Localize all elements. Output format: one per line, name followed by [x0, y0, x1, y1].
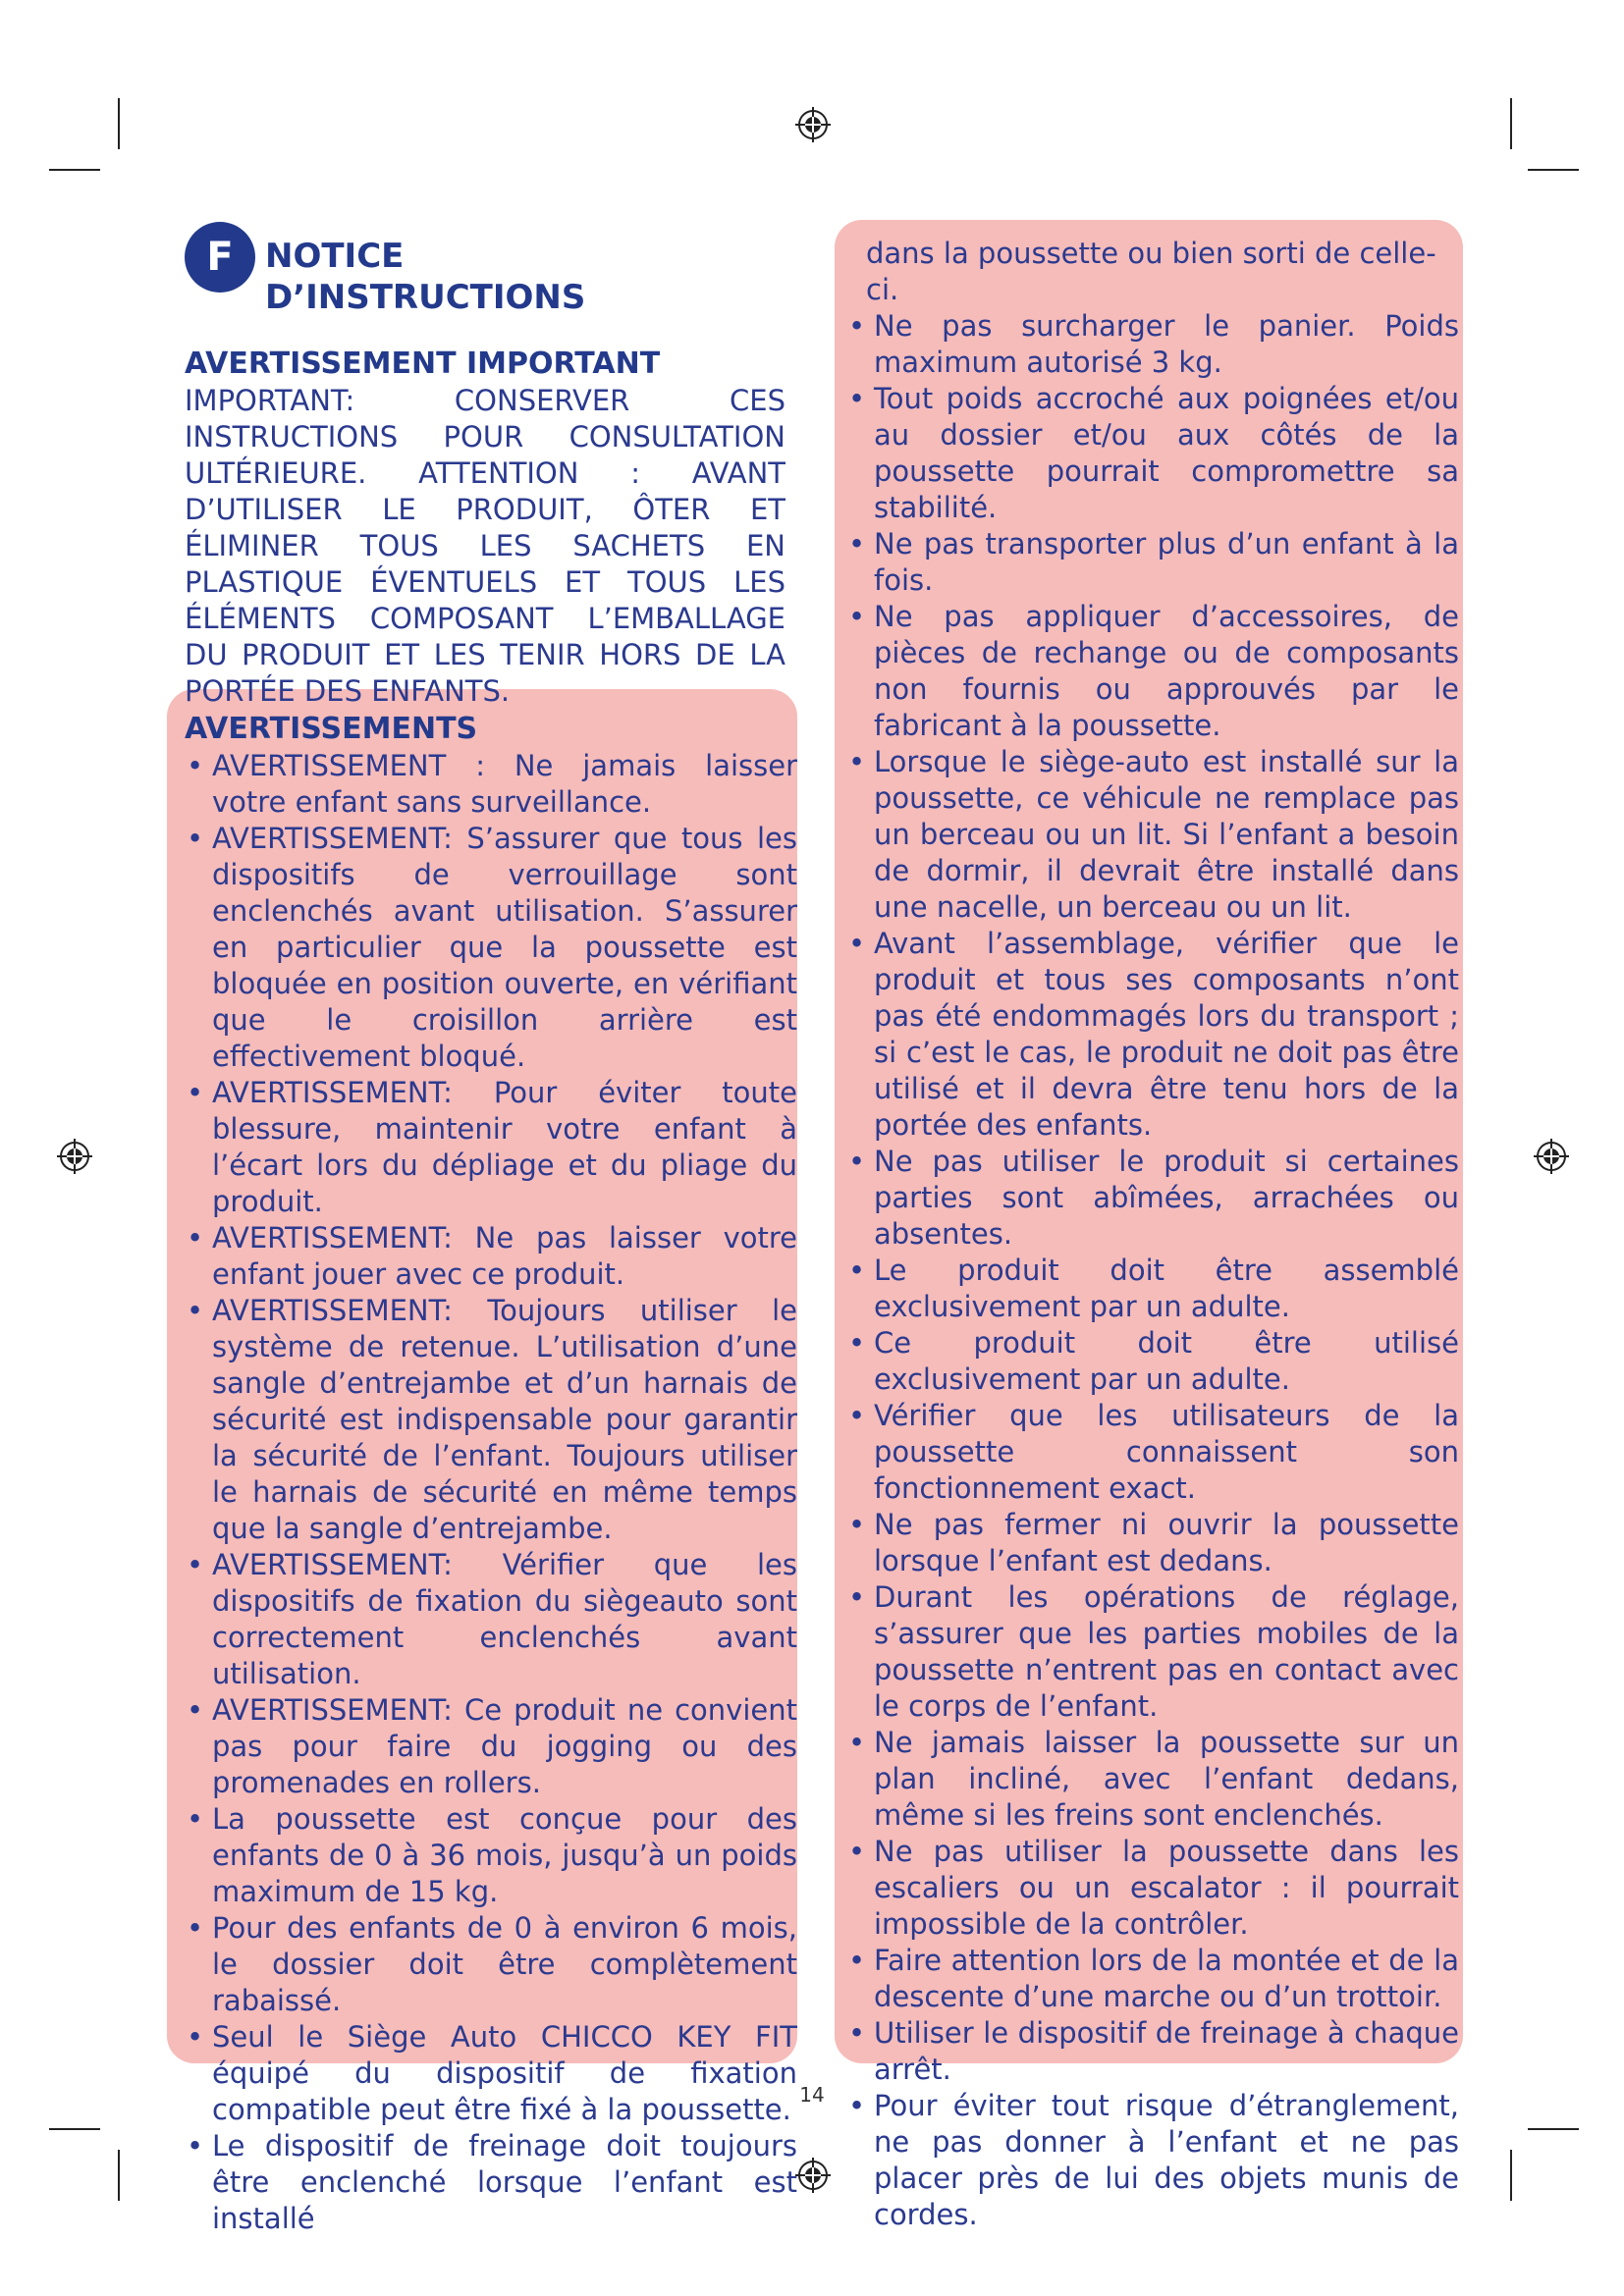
registration-mark-icon: [1532, 1137, 1571, 1176]
list-item: • AVERTISSEMENT : Ne jamais laisser votre enfant sans surveillance.: [185, 748, 797, 821]
list-item: • AVERTISSEMENT: Pour éviter toute blessure, maintenir votre enfant à l’écart lors du dépliage et du pliage du produit.: [185, 1075, 797, 1220]
list-item: • Ne pas fermer ni ouvrir la poussette lorsque l’enfant est dedans.: [846, 1507, 1459, 1579]
list-item: • Utiliser le dispositif de freinage à chaque arrêt.: [846, 2015, 1459, 2088]
right-warnings-list: [846, 308, 1459, 2233]
list-item: • Ne pas utiliser le produit si certaines parties sont abîmées, arrachées ou absentes.: [846, 1144, 1459, 1253]
crop-mark: [49, 2128, 100, 2130]
list-item: • Ne pas utiliser la poussette dans les escaliers ou un escalator : il pourrait impossible de la contrôler.: [846, 1834, 1459, 1943]
crop-mark: [49, 169, 100, 171]
list-item: • Tout poids accroché aux poignées et/ou au dossier et/ou aux côtés de la poussette pourrait compromettre sa stabilité.: [846, 381, 1459, 526]
list-item: • Le dispositif de freinage doit toujours être enclenché lorsque l’enfant est installé: [185, 2128, 797, 2237]
registration-mark-icon: [793, 105, 833, 144]
list-item: • Pour éviter tout risque d’étranglement, ne pas donner à l’enfant et ne pas placer près de lui des objets munis de cordes.: [846, 2088, 1459, 2233]
continuation-text: dans la poussette ou bien sorti de celle-ci.: [866, 237, 1436, 306]
important-heading: AVERTISSEMENT IMPORTANT: [185, 347, 661, 381]
list-item: • Ne jamais laisser la poussette sur un plan incliné, avec l’enfant dedans, même si les freins sont enclenchés.: [846, 1725, 1459, 1834]
crop-mark: [118, 98, 120, 149]
list-item: • Avant l’assemblage, vérifier que le produit et tous ses composants n’ont pas été endommagés lors du transport ; si c’est le cas, le produit ne doit pas être utilisé et il devra être tenu hors de la portée des enfants.: [846, 926, 1459, 1144]
crop-mark: [1510, 98, 1512, 149]
registration-mark-icon: [55, 1137, 94, 1176]
crop-mark: [1510, 2150, 1512, 2201]
title-line-1: NOTICE: [265, 237, 405, 276]
list-item: • Durant les opérations de réglage, s’assurer que les parties mobiles de la poussette n’entrent pas en contact avec le corps de l’enfant.: [846, 1579, 1459, 1725]
important-text: IMPORTANT: CONSERVER CES INSTRUCTIONS POUR CONSULTATION ULTÉRIEURE. ATTENTION : AVANT D’UTILISER LE PRODUIT, ÔTER ET ÉLIMINER TOUS LES SACHETS EN PLASTIQUE ÉVENTUELS ET TOUS LES ÉLÉMENTS COMPOSANT L’EMBALLAGE DU PRODUIT ET LES TENIR HORS DE LA PORTÉE DES ENFANTS.: [185, 384, 785, 708]
registration-mark-icon: [793, 2156, 833, 2195]
crop-mark: [118, 2150, 120, 2201]
right-column: [846, 236, 1459, 2233]
page-title: [265, 236, 585, 318]
left-warnings-list: [185, 748, 797, 2237]
warnings-section: [185, 711, 797, 2237]
list-item: • Ne pas surcharger le panier. Poids maximum autorisé 3 kg.: [846, 308, 1459, 381]
language-badge: F: [185, 222, 255, 293]
list-item: • Le produit doit être assemblé exclusivement par un adulte.: [846, 1253, 1459, 1325]
crop-mark: [1528, 169, 1579, 171]
list-item: • AVERTISSEMENT: S’assurer que tous les dispositifs de verrouillage sont enclenchés avant utilisation. S’assurer en particulier que la poussette est bloquée en position ouverte, en vérifiant que le croisillon arrière est effectivement bloqué.: [185, 821, 797, 1075]
list-item: • AVERTISSEMENT: Ne pas laisser votre enfant jouer avec ce produit.: [185, 1220, 797, 1293]
list-item: • Ne pas appliquer d’accessoires, de pièces de rechange ou de composants non fournis ou approuvés par le fabricant à la poussette.: [846, 599, 1459, 744]
warnings-heading: AVERTISSEMENTS: [185, 712, 478, 746]
title-line-2: D’INSTRUCTIONS: [265, 278, 586, 317]
list-item: • Ce produit doit être utilisé exclusivement par un adulte.: [846, 1325, 1459, 1398]
list-item: • AVERTISSEMENT: Toujours utiliser le système de retenue. L’utilisation d’une sangle d’entrejambe et d’un harnais de sécurité est indispensable pour garantir la sécurité de l’enfant. Toujours utiliser le harnais de sécurité en même temps que la sangle d’entrejambe.: [185, 1293, 797, 1547]
page-number: 14: [799, 2083, 825, 2107]
list-item: • Seul le Siège Auto CHICCO KEY FIT équipé du dispositif de fixation compatible peut être fixé à la poussette.: [185, 2019, 797, 2128]
list-item: • Lorsque le siège-auto est installé sur la poussette, ce véhicule ne remplace pas un berceau ou un lit. Si l’enfant a besoin de dormir, il devrait être installé dans une nacelle, un berceau ou un lit.: [846, 744, 1459, 926]
list-item: • Faire attention lors de la montée et de la descente d’une marche ou d’un trottoir.: [846, 1943, 1459, 2015]
list-item: • AVERTISSEMENT: Ce produit ne convient pas pour faire du jogging ou des promenades en rollers.: [185, 1692, 797, 1801]
list-item: • Ne pas transporter plus d’un enfant à la fois.: [846, 526, 1459, 599]
crop-mark: [1528, 2128, 1579, 2130]
list-item: • Pour des enfants de 0 à environ 6 mois, le dossier doit être complètement rabaissé.: [185, 1910, 797, 2019]
list-item: • Vérifier que les utilisateurs de la poussette connaissent son fonctionnement exact.: [846, 1398, 1459, 1507]
list-item: • La poussette est conçue pour des enfants de 0 à 36 mois, jusqu’à un poids maximum de 15 kg.: [185, 1801, 797, 1910]
important-section: [185, 346, 785, 710]
list-item: • AVERTISSEMENT: Vérifier que les dispositifs de fixation du siègeauto sont correctement enclenchés avant utilisation.: [185, 1547, 797, 1692]
